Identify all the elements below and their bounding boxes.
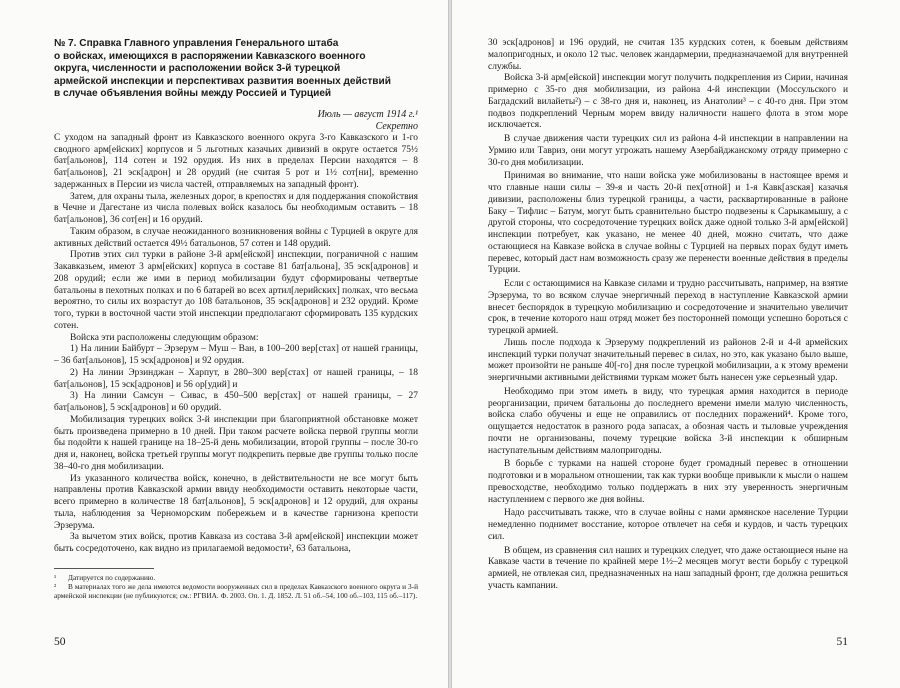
paragraph: 30 эск[адронов] и 196 орудий, не считая 135 курдских сотен, к боевым действиям малопригодных, и около 12 тыс. человек жандармерии, предназначаемой для внутренней службы.: [488, 38, 848, 72]
paragraph: Войска эти расположены следующим образом:: [70, 332, 259, 343]
footnote-number: ¹: [54, 572, 57, 582]
document-heading: [54, 38, 418, 101]
paragraph: Из указанного количества войск, конечно, в действительности не все могут быть направлены против Кавказской армии ввиду необходимости оставить некоторые части, всего примерно в количестве 18 бат[альонов], 5 эск[адронов] и 12 орудий, для охраны тыла, наблюдения за Черноморским побережьем и в качестве гарнизона крепости Эрзерума.: [54, 473, 418, 531]
paragraph: В случае движения части турецких сил из района 4-й инспекции в направлении на Урмию или Тавриз, они могут угрожать нашему Азербайджанскому отряду примерно с 30-го дня мобилизации.: [488, 134, 848, 168]
heading-line: армейской инспекции и перспективах развития военных действий: [54, 75, 391, 87]
heading-line: округа, численности и расположении войск 3-й турецкой: [54, 63, 341, 75]
list-item: 2) На линии Эрзинджан – Харпут, в 280–300 вер[стах] от нашей границы, – 18 бат[альонов], 15 эск[адронов] и 56 ор[удий] и: [54, 367, 418, 390]
footnote-divider: [54, 568, 154, 569]
paragraph: Войска 3-й арм[ейской] инспекции могут получить подкрепления из Сирии, начиная примерно с 35-го дня мобилизации, из района 4-й инспекции (Моссульского и Багдадский вилайеты²) – с 38-го дня и, наконец, из Анатолии³ – с 40-го дня. При этом подвоз подкреплений Черным морем ввиду наличности нашего флота в этом море исключается.: [488, 73, 848, 131]
page-number: 50: [54, 636, 66, 648]
footnote-number: ²: [54, 581, 57, 591]
paragraph: Если с остающимися на Кавказе силами и трудно рассчитывать, например, на взятие Эрзерума, то во всяком случае энергичный переход в наступление Кавказской армии внесет беспорядок в турецкую мобилизацию и сосредоточение и значительно увеличит срок, в течение которого наш отряд может без посторонней помощи успешно бороться с турецкой армией.: [488, 279, 848, 336]
paragraph: Таким образом, в случае неожиданного возникновения войны с Турцией в округе для активных действий остается 49½ батальонов, 57 сотен и 148 орудий.: [54, 226, 418, 249]
paragraph: В общем, из сравнения сил наших и турецких следует, что даже остающиеся ныне на Кавказе части в течение по крайней мере 1½–2 месяцев могут вести борьбу с турецкой армией, не отвлекая сил, предназначенных на наш западный фронт, где должна решиться участь кампании.: [488, 545, 848, 591]
classification-mark: Секретно: [375, 120, 418, 132]
heading-line: в случае объявления войны между Россией и Турцией: [54, 88, 332, 100]
heading-line: № 7. Справка Главного управления Генерального штаба: [54, 38, 339, 49]
list-item: 3) На линии Самсун – Сивас, в 450–500 вер[стах] от нашей границы, – 27 бат[альонов], 5 эск[адронов] и 60 орудий.: [54, 391, 418, 414]
list-item: 1) На линии Байбурт – Эрзерум – Муш – Ван, в 100–200 вер[стах] от нашей границы, – 36 бат[альонов], 15 эск[адронов] и 92 орудия.: [54, 344, 418, 367]
paragraph: Против этих сил турки в районе 3-й арм[ейской] инспекции, пограничной с нашим Закавказьем, имеют 3 арм[ейских] корпуса в составе 81 бат[альона], 35 эск[адронов] и 208 орудий; если же ими в период мобилизации будут сформированы четвертые батальоны в пехотных полках и по 6 батарей во всех артил[лерийских] полках, что весьма вероятно, то силы их возрастут до 108 батальонов, 35 эск[адронов] и 232 орудий. Кроме того, турки в восточной части этой инспекции предполагают сформировать 135 курдских сотен.: [54, 250, 418, 331]
paragraph: Лишь после подхода к Эрзеруму подкреплений из районов 2-й и 4-й армейских инспекций турки получат значительный перевес в силах, но это, как указано было выше, может произойти не раньше 40[-го] дня после турецкой мобилизации, а к этому времени энергичными активными действиями туркам может быть нанесен уже серьезный удар.: [488, 337, 848, 383]
paragraph: Мобилизация турецких войск 3-й инспекции при благоприятной обстановке может быть произведена примерно в 10 дней. При таком расчете войска первой группы могли бы подойти к нашей границе на 18–25-й день мобилизации, второй группы – после 30-го дня и, наконец, войска третьей группы могут подкрепить первые две группы только после 38–40-го дня мобилизации.: [54, 414, 418, 472]
heading-line: о войсках, имеющихся в распоряжении Кавказского военного: [54, 50, 366, 62]
paragraph: С уходом на западный фронт из Кавказского военного округа 3-го Кавказского и 1-го сводного арм[ейских] корпусов и 5 льготных казачьих дивизий в округе остается 75½ бат[альонов], 114 сотен и 192 орудия. Из них в пределах Персии находятся – 8 бат[альонов], 21 эск[адрон] и 28 орудий (не считая 5 рот и 1½ сот[ни], временно задержанных в Персии из числа частей, отправляемых на западный фронт).: [54, 132, 418, 190]
paragraph: За вычетом этих войск, против Кавказа из состава 3-й арм[ейской] инспекции может быть сосредоточено, как видно из прилагаемой ведомости², 63 батальона,: [54, 532, 418, 555]
paragraph: Необходимо при этом иметь в виду, что турецкая армия находится в периоде реорганизации, причем батальоны до последнего времени имели малую численность, войска слабо обучены и еще не оправились от последних поражений⁴. Кроме того, ощущается недостаток в разного рода запасах, а обозная часть и тыловые учреждения почти не организованы, почему турецкие войска 3-й инспекции к обширным наступательным действиям малопригодны.: [488, 386, 848, 456]
page-number: 51: [836, 636, 848, 648]
footnote-text: Датируется по содержанию.: [68, 572, 156, 582]
footnote: [54, 573, 418, 582]
paragraph: Затем, для охраны тыла, железных дорог, в крепостях и для поддержания спокойствия в Чечне и Дагестане из числа полевых войск казалось бы необходимым оставить – 18 бат[альонов], 36 сот[ен] и 16 орудий.: [54, 191, 418, 226]
right-page: [452, 0, 900, 688]
footnote: [54, 582, 418, 600]
paragraph: В борьбе с турками на нашей стороне будет громадный перевес в отношении подготовки и в моральном отношении, так как турки вообще привыкли к мысли о нашем превосходстве, необходимо только поддержать в них эту уверенность энергичным наступлением с первого же дня войны.: [488, 459, 848, 505]
footnote-text: В материалах того же дела имеются ведомости вооруженных сил в пределах Кавказского военного округа и 3-й армейской инспекции (не публикуются; см.: РГВИА. Ф. 2003. Оп. 1. Д. 1852. Л. 51 об.–54, 100 об.–103, 115 об.–117).: [54, 581, 418, 600]
date-line: Июль — август 1914 г.¹: [317, 108, 418, 120]
paragraph: Принимая во внимание, что наши войска уже мобилизованы в настоящее время и что главные наши силы – 39-я и часть 20-й пех[отной] и 1-я Кавк[азская] казачья дивизии, расположены близ турецкой границы, а части, расквартированные в районе Баку – Тифлис – Батум, могут быть сравнительно быстро подвезены к Сарыкамышу, а с другой стороны, что сосредоточение турецких войск даже одной только 3-й арм[ейской] инспекции потребует, как указано, не менее 40 дней, можно считать, что даже остающиеся на Кавказе войска в случае войны с Турцией на первых порах будут иметь перевес, который даст нам возможность сразу же перенести военные действия в пределы Турции.: [488, 171, 848, 276]
left-page: [0, 0, 448, 688]
paragraph: Надо рассчитывать также, что в случае войны с нами армянское население Турции немедленно поднимет восстание, которое отвлечет на себя и курдов, и часть турецких сил.: [488, 508, 848, 542]
